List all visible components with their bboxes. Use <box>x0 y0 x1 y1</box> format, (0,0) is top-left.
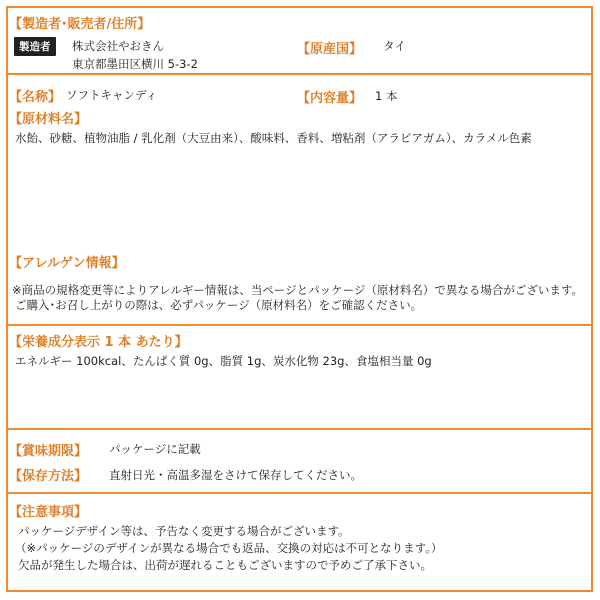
allergen-line2: ご購入･お召し上がりの際は、必ずパッケージ（原材料名）をご確認ください。 <box>15 298 423 312</box>
maker-company: 株式会社やおきん <box>72 39 164 53</box>
allergen-line1: ※商品の規格変更等によりアレルギー情報は、当ページとパッケージ（原材料名）で異なる場合がございます。 <box>12 283 584 297</box>
expiry-value: パッケージに記載 <box>109 442 201 456</box>
notes-line2: （※パッケージのデザインが異なる場合でも返品、交換の対応は不可となります。） <box>15 541 443 555</box>
nutrition-value: エネルギー 100kcal、たんぱく質 0g、脂質 1g、炭水化物 23g、食塩相当量 0g <box>15 354 432 368</box>
maker-heading: 【製造者･販売者/住所】 <box>9 17 151 32</box>
name-value: ソフトキャンディ <box>66 88 158 102</box>
expiry-label: 【賞味期限】 <box>9 444 88 459</box>
divider-maker <box>6 73 593 75</box>
divider-notes <box>6 492 593 494</box>
storage-label: 【保存方法】 <box>9 469 88 484</box>
notes-line1: パッケージデザイン等は、予告なく変更する場合がございます。 <box>18 524 350 538</box>
divider-nutrition <box>6 324 593 326</box>
origin-label: 【原産国】 <box>297 42 363 57</box>
divider-expiry <box>6 428 593 430</box>
allergen-label: 【アレルゲン情報】 <box>9 256 125 271</box>
nutrition-label: 【栄養成分表示 1 本 あたり】 <box>9 335 188 350</box>
storage-value: 直射日光・高温多湿をさけて保存してください。 <box>109 468 362 482</box>
origin-value: タイ <box>383 39 406 53</box>
notes-label: 【注意事項】 <box>9 505 88 520</box>
notes-line3: 欠品が発生した場合は、出荷が遅れることもございますので予めご了承下さい。 <box>18 558 432 572</box>
ingredients-value: 水飴、砂糖、植物油脂 / 乳化剤（大豆由来）、酸味料、香料、増粘剤（アラビアガム）、カラメル色素 <box>15 131 532 145</box>
ingredients-label: 【原材料名】 <box>9 112 88 127</box>
name-label: 【名称】 <box>9 90 62 105</box>
maker-badge: 製造者 <box>14 37 56 56</box>
volume-value: 1 本 <box>375 89 398 103</box>
maker-address: 東京都墨田区横川 5-3-2 <box>72 57 198 71</box>
volume-label: 【内容量】 <box>297 91 363 106</box>
